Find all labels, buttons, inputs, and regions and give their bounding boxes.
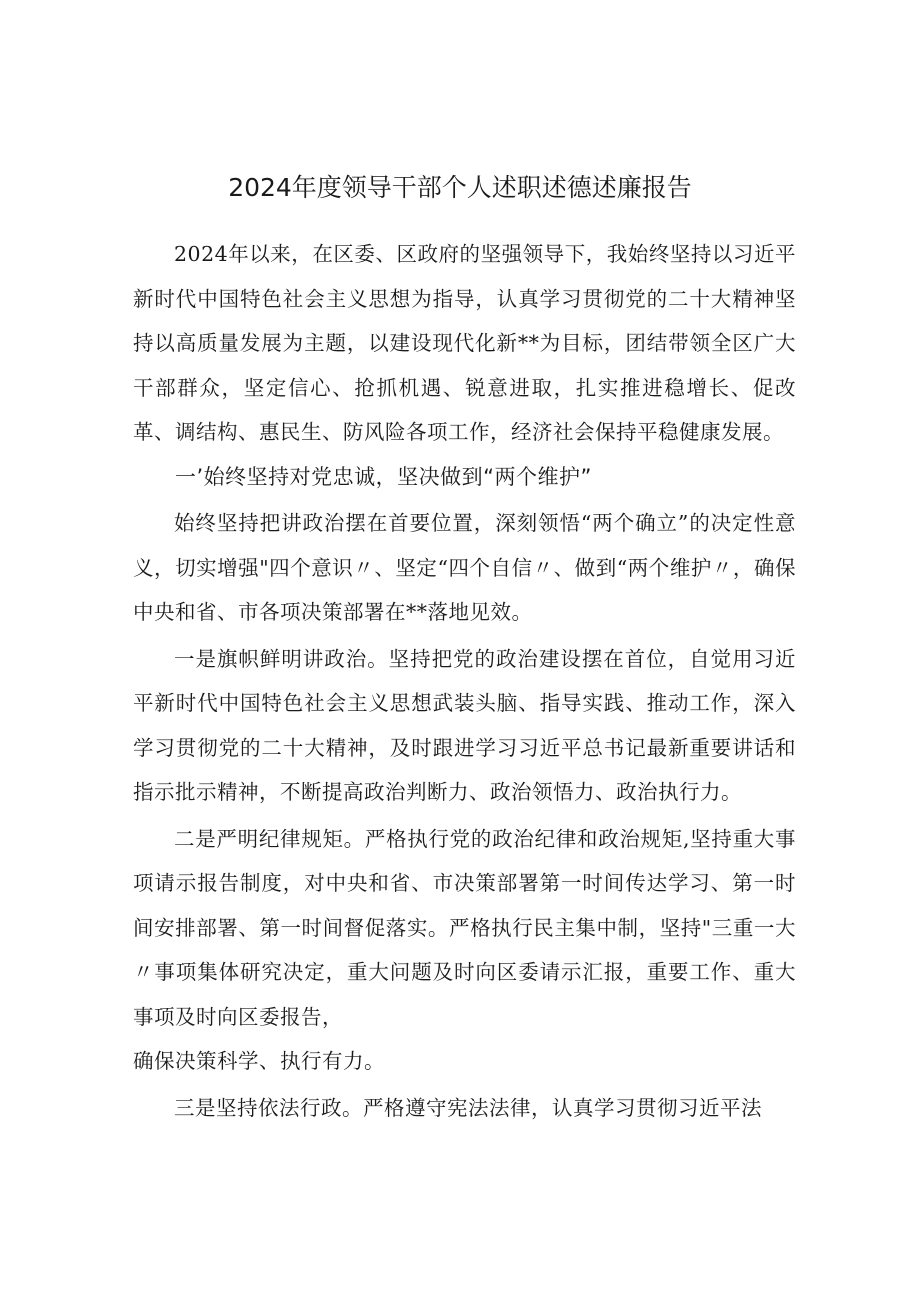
section-heading-1: 一’始终坚持对党忠诚，坚决做到“两个维护” <box>175 464 592 489</box>
document-body <box>133 232 796 1130</box>
point-1-paragraph: 一是旗帜鲜明讲政治。坚持把党的政治建设摆在首位，自觉用习近平新时代中国特色社会主义思想武装头脑、指导实践、推动工作，深入学习贯彻党的二十大精神，及时跟进学习习近平总书记最新重要讲话和指示批示精神，不断提高政治判断力、政治领悟力、政治执行力。 <box>133 646 796 804</box>
section-1-paragraph: 始终坚持把讲政治摆在首要位置，深刻领悟“两个确立”的决定性意义，切实增强"四个意识〃、坚定“四个自信〃、做到“两个维护〃，确保中央和省、市各项决策部署在**落地见效。 <box>133 511 796 624</box>
point-3-paragraph: 三是坚持依法行政。严格遵守宪法法律，认真学习贯彻习近平法 <box>174 1095 762 1120</box>
point-2-paragraph: 二是严明纪律规矩。严格执行党的政治纪律和政治规矩,坚持重大事项请示报告制度，对中央和省、市决策部署第一时间传达学习、第一时间安排部署、第一时间督促落实。严格执行民主集中制，坚持"三重一大〃事项集体研究决定，重大问题及时向区委请示汇报，重要工作、重大事项及时向区委报告， <box>133 826 796 1029</box>
intro-paragraph: 2024年以来，在区委、区政府的坚强领导下，我始终坚持以习近平新时代中国特色社会主义思想为指导，认真学习贯彻党的二十大精神坚持以高质量发展为主题，以建设现代化新**为目标，团结带领全区广大干部群众，坚定信心、抢抓机遇、锐意进取，扎实推进稳增长、促改革、调结构、惠民生、防风险各项工作，经济社会保持平稳健康发展。 <box>133 242 796 444</box>
point-2-continuation: 确保决策科学、执行有力。 <box>133 1049 385 1073</box>
document-title: 2024年度领导干部个人述职述德述廉报告 <box>228 173 692 202</box>
